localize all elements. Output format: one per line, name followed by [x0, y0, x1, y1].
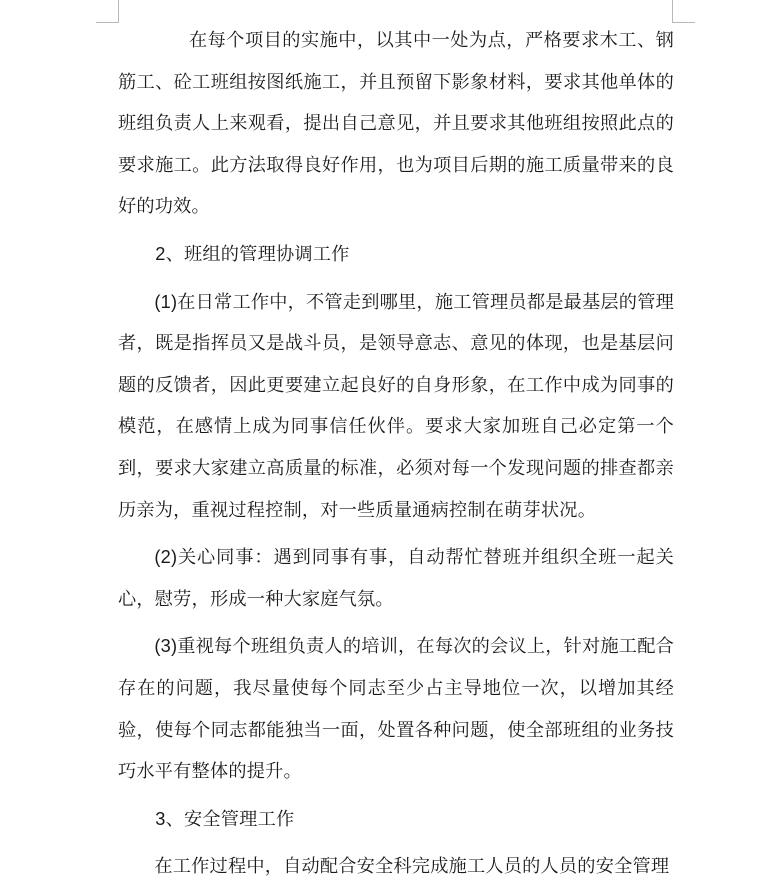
document-body[interactable]: [118, 20, 674, 894]
item-number: (2): [154, 547, 178, 568]
item-text: 在日常工作中，不管走到哪里，施工管理员都是最基层的管理者，既是指挥员又是战斗员，是领导意志、意见的体现，也是基层问题的反馈者，因此更要建立起良好的自身形象，在工作中成为同事的模范，在感情上成为同事信任伙伴。要求大家加班自己必定第一个到，要求大家建立高质量的标准，必须对每一个发现问题的排查都亲历亲为，重视过程控制，对一些质量通病控制在萌芽状况。: [118, 291, 674, 521]
section-heading-2[interactable]: [118, 234, 674, 276]
heading-number: 3: [155, 808, 166, 829]
heading-text: 、安全管理工作: [165, 808, 295, 830]
paragraph-safety[interactable]: 在工作过程中，自动配合安全科完成施工人员的人员的安全管理: [154, 856, 670, 878]
paragraph-item-2[interactable]: [118, 537, 674, 620]
page-corner-mark-left: [96, 0, 119, 23]
item-number: (3): [154, 636, 178, 657]
page-corner-mark-right: [672, 0, 695, 23]
heading-text: 、班组的管理协调工作: [165, 243, 350, 265]
item-number: (1): [154, 291, 178, 312]
item-text: 重视每个班组负责人的培训，在每次的会议上，针对施工配合存在的问题，我尽量使每个同志至少占主导地位一次，以增加其经验，使每个同志都能独当一面，处置各种问题，使全部班组的业务技巧水平有整体的提升。: [118, 636, 674, 783]
paragraph-item-1[interactable]: [118, 282, 674, 532]
section-heading-3[interactable]: [118, 799, 674, 841]
heading-number: 2: [155, 243, 166, 264]
paragraph-item-3[interactable]: [118, 626, 674, 792]
item-text: 关心同事：遇到同事有事，自动帮忙替班并组织全班一起关心，慰劳，形成一种大家庭气氛。: [118, 547, 674, 610]
paragraph-intro[interactable]: 在每个项目的实施中，以其中一处为点，严格要求木工、钢筋工、砼工班组按图纸施工，并且预留下影象材料，要求其他单体的班组负责人上来观看，提出自己意见，并且要求其他班组按照此点的要求施工。此方法取得良好作用，也为项目后期的施工质量带来的良好的功效。: [118, 30, 674, 218]
